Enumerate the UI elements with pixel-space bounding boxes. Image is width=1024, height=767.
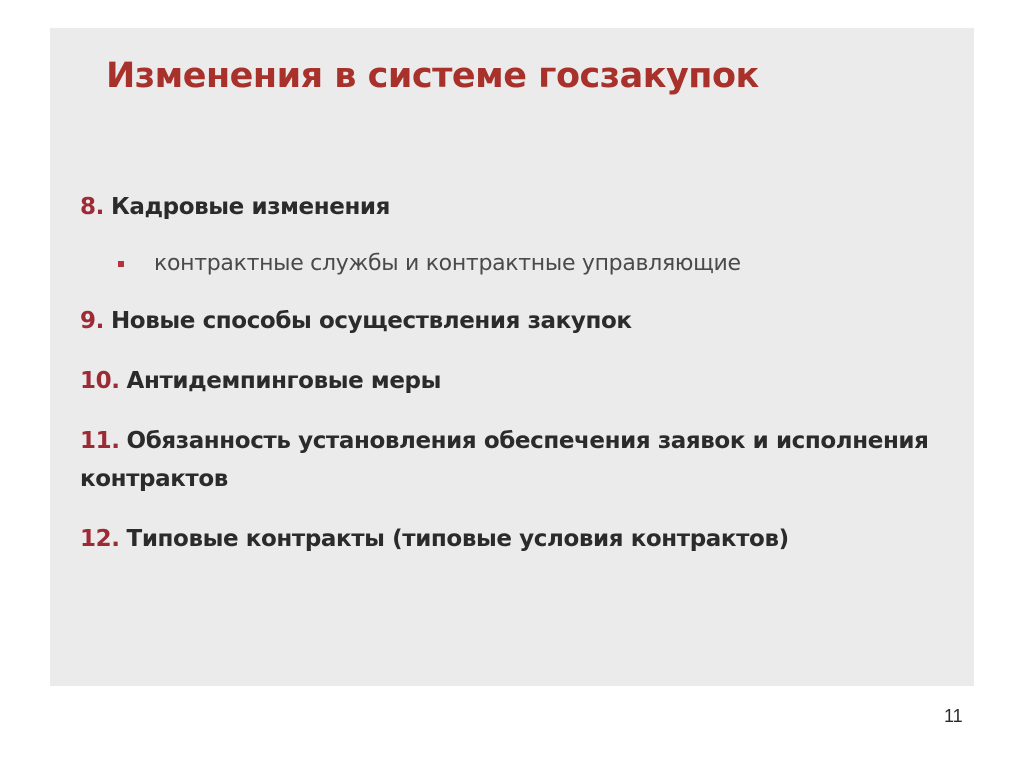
item-list xyxy=(80,188,940,558)
list-item-8 xyxy=(80,188,940,280)
list-item-10 xyxy=(80,362,940,400)
sub-list xyxy=(80,248,940,280)
item-number: 8. xyxy=(80,194,104,220)
list-item-11 xyxy=(80,422,940,498)
item-text: Новые способы осуществления закупок xyxy=(110,308,632,334)
page-number: 11 xyxy=(944,706,963,726)
item-number: 11. xyxy=(80,428,120,454)
item-text: Антидемпинговые меры xyxy=(126,368,441,394)
item-text: Типовые контракты (типовые условия контрактов) xyxy=(126,526,789,552)
sub-list-item xyxy=(118,248,940,280)
list-item-9 xyxy=(80,302,940,340)
item-text: Кадровые изменения xyxy=(110,194,391,220)
item-number: 10. xyxy=(80,368,120,394)
list-item-12 xyxy=(80,520,940,558)
slide-title: Изменения в системе госзакупок xyxy=(106,56,759,96)
square-bullet-icon xyxy=(118,261,124,267)
sub-item-text: контрактные службы и контрактные управляющие xyxy=(154,251,741,276)
item-text: Обязанность установления обеспечения заявок и исполнения контрактов xyxy=(80,428,929,492)
item-number: 9. xyxy=(80,308,104,334)
item-number: 12. xyxy=(80,526,120,552)
